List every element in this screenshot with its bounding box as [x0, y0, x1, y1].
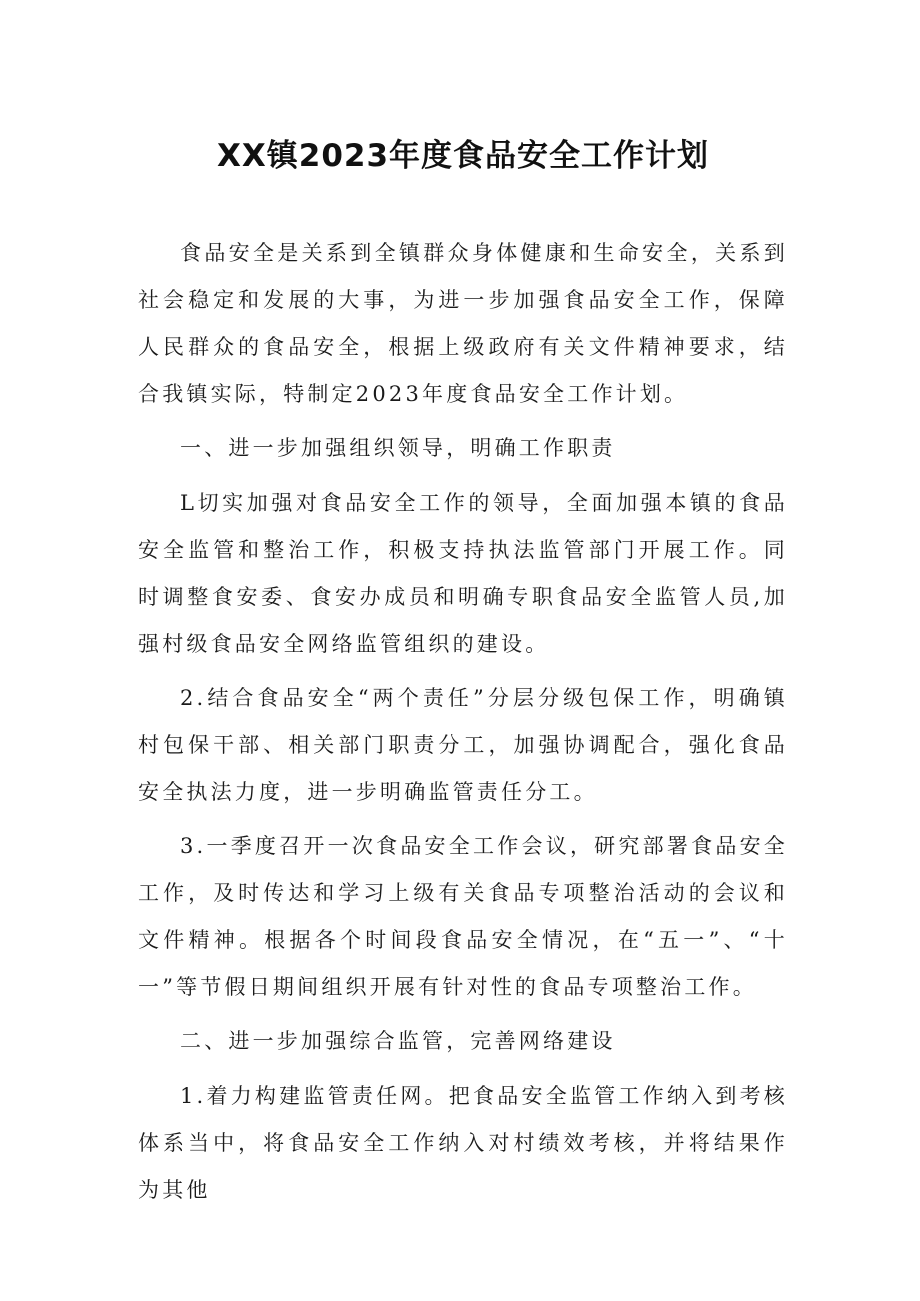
document-body: [138, 230, 788, 1214]
section-1-item-1: L切实加强对食品安全工作的领导，全面加强本镇的食品安全监管和整治工作，积极支持执法监管部门开展工作。同时调整食安委、食安办成员和明确专职食品安全监管人员,加强村级食品安全网络监管组织的建设。: [138, 491, 788, 656]
section-heading-1: 一、进一步加强组织领导，明确工作职责: [180, 436, 616, 460]
intro-paragraph: 食品安全是关系到全镇群众身体健康和生命安全，关系到社会稳定和发展的大事，为进一步加强食品安全工作，保障人民群众的食品安全，根据上级政府有关文件精神要求，结合我镇实际，特制定2023年度食品安全工作计划。: [138, 241, 788, 406]
section-2-item-1: 1.着力构建监管责任网。把食品安全监管工作纳入到考核体系当中，将食品安全工作纳入对村绩效考核，并将结果作为其他: [138, 1084, 788, 1202]
document-title: XX镇2023年度食品安全工作计划: [216, 138, 710, 174]
section-1-item-3: 3.一季度召开一次食品安全工作会议，研究部署食品安全工作，及时传达和学习上级有关食品专项整治活动的会议和文件精神。根据各个时间段食品安全情况，在“五一”、“十一”等节假日期间组织开展有针对性的食品专项整治工作。: [138, 834, 788, 999]
section-1-item-2: 2.结合食品安全“两个责任”分层分级包保工作，明确镇村包保干部、相关部门职责分工，加强协调配合，强化食品安全执法力度，进一步明确监管责任分工。: [138, 686, 788, 804]
section-heading-2: 二、进一步加强综合监管，完善网络建设: [180, 1029, 616, 1053]
